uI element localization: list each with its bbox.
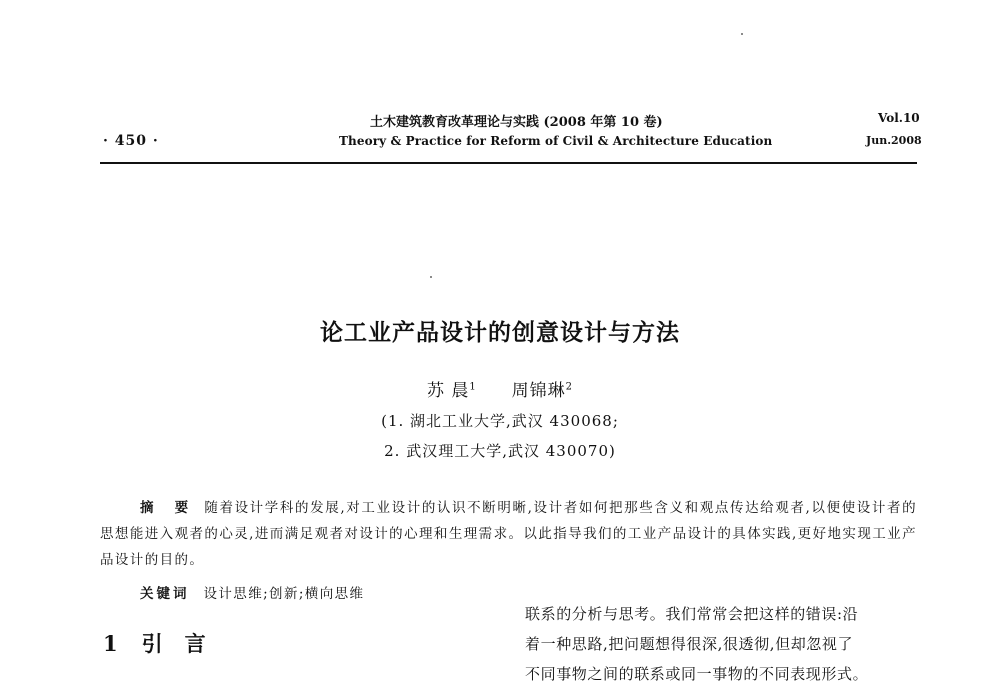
issue-date: Jun.2008 — [866, 134, 922, 147]
section-heading — [103, 628, 208, 658]
page-number: · 450 · — [103, 133, 159, 149]
keywords-text: 设计思维;创新;横向思维 — [203, 586, 365, 602]
affiliation-1: (1. 湖北工业大学,武汉 430068; — [381, 412, 619, 430]
keywords-line — [140, 582, 364, 602]
author-1-affil-mark: 1 — [469, 381, 477, 393]
abstract-label: 摘 要 — [140, 500, 197, 516]
body-column-right — [525, 599, 920, 689]
scan-speck — [430, 276, 432, 278]
body-line: 联系的分析与思考。我们常常会把这样的错误:沿 — [525, 605, 859, 623]
author-2-affil-mark: 2 — [565, 381, 573, 393]
author-line — [0, 376, 1000, 401]
abstract-block — [100, 495, 917, 573]
volume-label: Vol.10 — [878, 111, 920, 125]
body-line: 着一种思路,把问题想得很深,很透彻,但却忽视了 — [525, 635, 854, 653]
journal-title-english: Theory & Practice for Reform of Civil & Architecture Education — [339, 134, 773, 148]
journal-title-chinese: 土木建筑教育改革理论与实践 (2008 年第 10 卷) — [370, 115, 663, 130]
affiliation-2: 2. 武汉理工大学,武汉 430070) — [384, 442, 616, 460]
section-title-char-1: 引 — [141, 631, 165, 656]
author-1-name: 苏 晨 — [427, 381, 470, 401]
abstract-text: 随着设计学科的发展,对工业设计的认识不断明晰,设计者如何把那些含义和观点传达给观者,以便使设计者的思想能进入观者的心灵,进而满足观者对设计的心理和生理需求。以此指导我们的工业产品设计的具体实践,更好地实现工业产品设计的目的。 — [100, 500, 917, 568]
header-rule — [100, 162, 917, 164]
section-title-char-2: 言 — [184, 631, 208, 656]
keywords-label: 关键词 — [140, 586, 190, 602]
scan-speck — [741, 33, 743, 35]
body-line: 不同事物之间的联系或同一事物的不同表现形式。 — [525, 665, 869, 683]
article-title: 论工业产品设计的创意设计与方法 — [320, 320, 680, 346]
section-number: 1 — [103, 631, 120, 656]
author-2-name: 周锦琳 — [511, 381, 566, 401]
